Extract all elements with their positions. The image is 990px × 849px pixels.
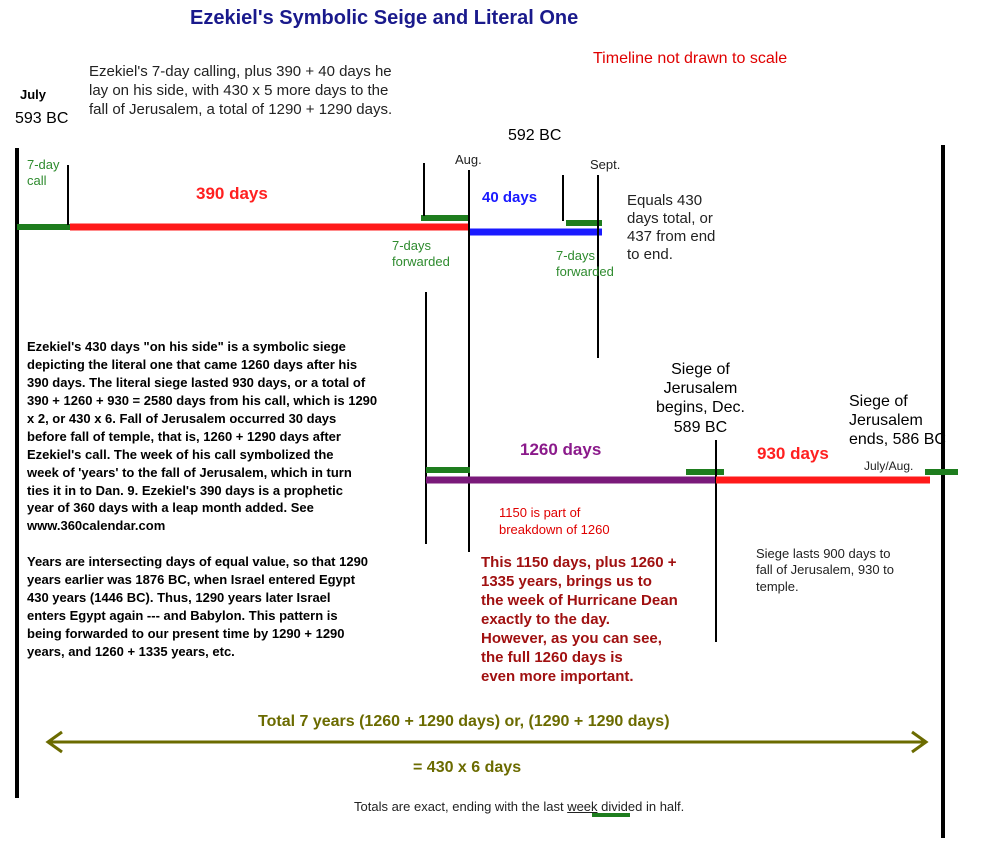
note-1150: 1150 is part of breakdown of 1260 [499,505,610,537]
label-592bc: 592 BC [508,127,562,144]
label-40-days: 40 days [482,189,538,206]
label-forwarded-2: 7-days forwarded [556,248,614,279]
label-sept: Sept. [590,157,621,172]
page-title: Ezekiel's Symbolic Seige and Literal One [190,7,579,29]
label-forwarded-1: 7-days forwarded [392,238,450,269]
note-siege-lasts: Siege lasts 900 days to fall of Jerusalem, 930 to temple. [756,546,895,594]
intro-text: Ezekiel's 7-day calling, plus 390 + 40 days he lay on his side, with 430 x 5 more days to the fall of Jerusalem, a total of 1290 + 1290 days. [89,63,393,118]
explanation-paragraph-1: Ezekiel's 430 days "on his side" is a symbolic siege depicting the literal one that came 1260 days after his 390 days. The literal siege lasted 930 days, or a total of 390 + 1260 + 930 = 2580 days from his call, which is 1290 x 2, or 430 x 6. Fall of Jerusalem occurred 30 days before fall of temple, that is, 1260 + 1290 days after Ezekiel's call. The week of his call symbolized the week of 'years' to the fall of Jerusalem, which in turn ties it in to Dan. 9. Ezekiel's 390 days is a prophetic year of 360 days with a leap month added. See www.360calendar.com [27,339,378,534]
label-equals-430: Equals 430 days total, or 437 from end to end. [627,192,716,263]
label-aug: Aug. [455,152,482,167]
label-siege-ends: Siege of Jerusalem ends, 586 BC [849,393,946,449]
note-hurricane-dean: This 1150 days, plus 1260 + 1335 years, brings us to the week of Hurricane Dean exactly to the day. However, as you can see, the full 1260 days is even more important. [481,554,678,686]
label-july-aug: July/Aug. [864,459,914,473]
exact-post: divided in half. [597,799,685,814]
label-593bc: 593 BC [15,110,69,127]
label-july: July [20,87,47,102]
totals-exact-note [354,799,684,815]
label-390-days: 390 days [196,184,268,203]
exact-week: week [567,799,598,814]
equals-430x6-label: = 430 x 6 days [413,759,522,776]
label-seven-day-call: 7-day call [27,157,60,188]
label-930-days: 930 days [757,444,829,463]
total-years-label: Total 7 years (1260 + 1290 days) or, (1290 + 1290 days) [258,713,670,730]
label-siege-begins: Siege of Jerusalem begins, Dec. 589 BC [656,361,745,436]
exact-pre: Totals are exact, ending with the last [354,799,568,814]
scale-note: Timeline not drawn to scale [593,50,788,67]
explanation-paragraph-2: Years are intersecting days of equal value, so that 1290 years earlier was 1876 BC, when Israel entered Egypt 430 years (1446 BC). Thus, 1290 years later Israel enters Egypt again --- and Babylon. This pattern is being forwarded to our present time by 1290 + 1290 years, and 1260 + 1335 years, etc. [27,554,369,659]
label-1260-days: 1260 days [520,440,602,459]
